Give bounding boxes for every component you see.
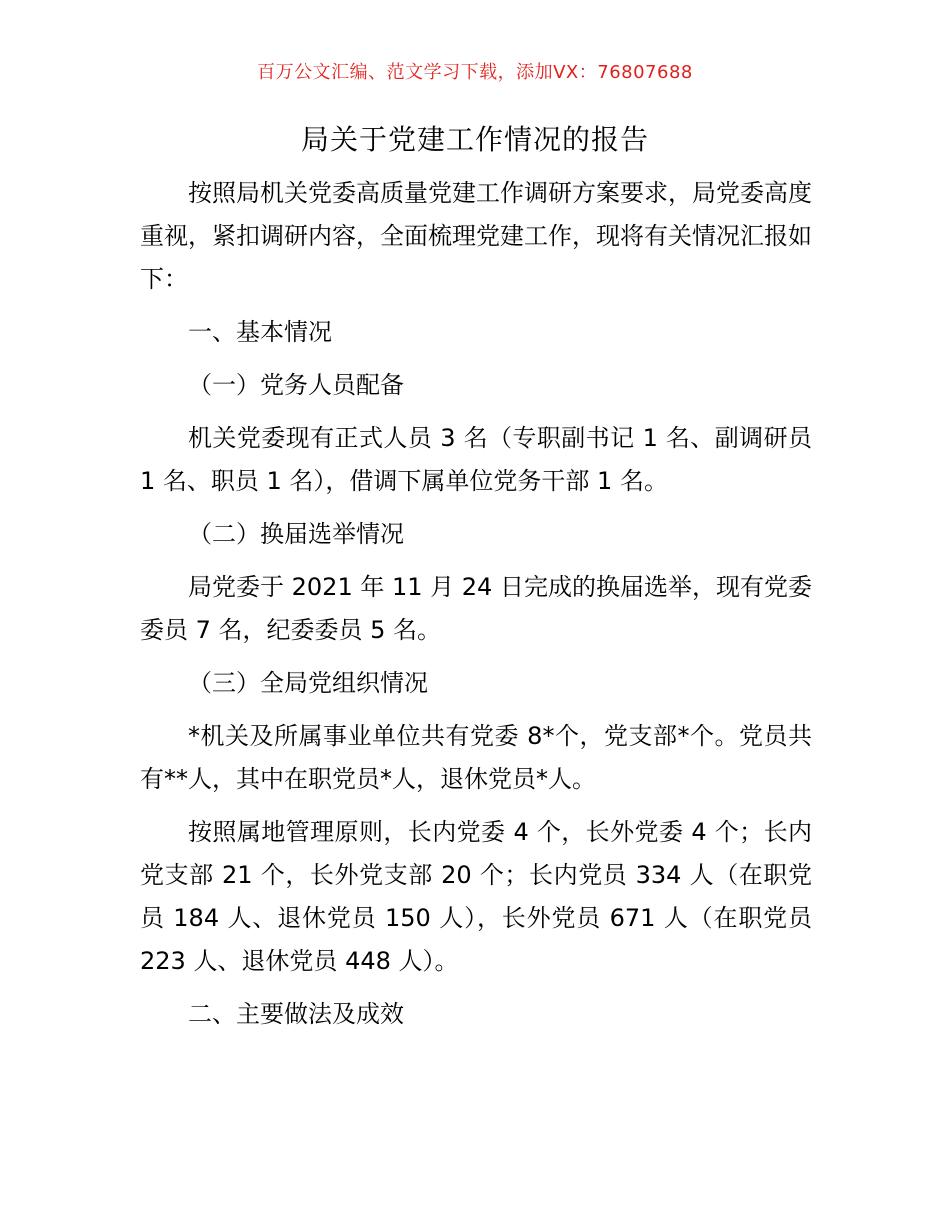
- subsection-heading-election: （二）换届选举情况: [188, 520, 404, 548]
- section-heading-practices: 二、主要做法及成效: [188, 1000, 404, 1028]
- section-heading-basic-situation: 一、基本情况: [188, 318, 332, 346]
- watermark-header: 百万公文汇编、范文学习下载，添加VX：76807688: [257, 62, 693, 83]
- staffing-paragraph: 机关党委现有正式人员 3 名（专职副书记 1 名、副调研员 1 名、职员 1 名），借调下属单位党务干部 1 名。: [140, 424, 812, 495]
- document-body: [140, 172, 812, 1046]
- territorial-management-paragraph: 按照属地管理原则，长内党委 4 个，长外党委 4 个；长内党支部 21 个，长外党支部 20 个；长内党员 334 人（在职党员 184 人、退休党员 150 人），长外党员 671 人（在职党员 223 人、退休党员 448 人）。: [140, 818, 812, 975]
- election-paragraph: 局党委于 2021 年 11 月 24 日完成的换届选举，现有党委委员 7 名，纪委委员 5 名。: [140, 573, 812, 644]
- organizations-paragraph: *机关及所属事业单位共有党委 8*个，党支部*个。党员共有**人，其中在职党员*人，退休党员*人。: [140, 722, 812, 793]
- subsection-heading-organizations: （三）全局党组织情况: [188, 669, 428, 697]
- document-title: 局关于党建工作情况的报告: [300, 123, 649, 156]
- intro-paragraph: 按照局机关党委高质量党建工作调研方案要求，局党委高度重视，紧扣调研内容，全面梳理党建工作，现将有关情况汇报如下：: [140, 179, 812, 293]
- subsection-heading-staffing: （一）党务人员配备: [188, 371, 404, 399]
